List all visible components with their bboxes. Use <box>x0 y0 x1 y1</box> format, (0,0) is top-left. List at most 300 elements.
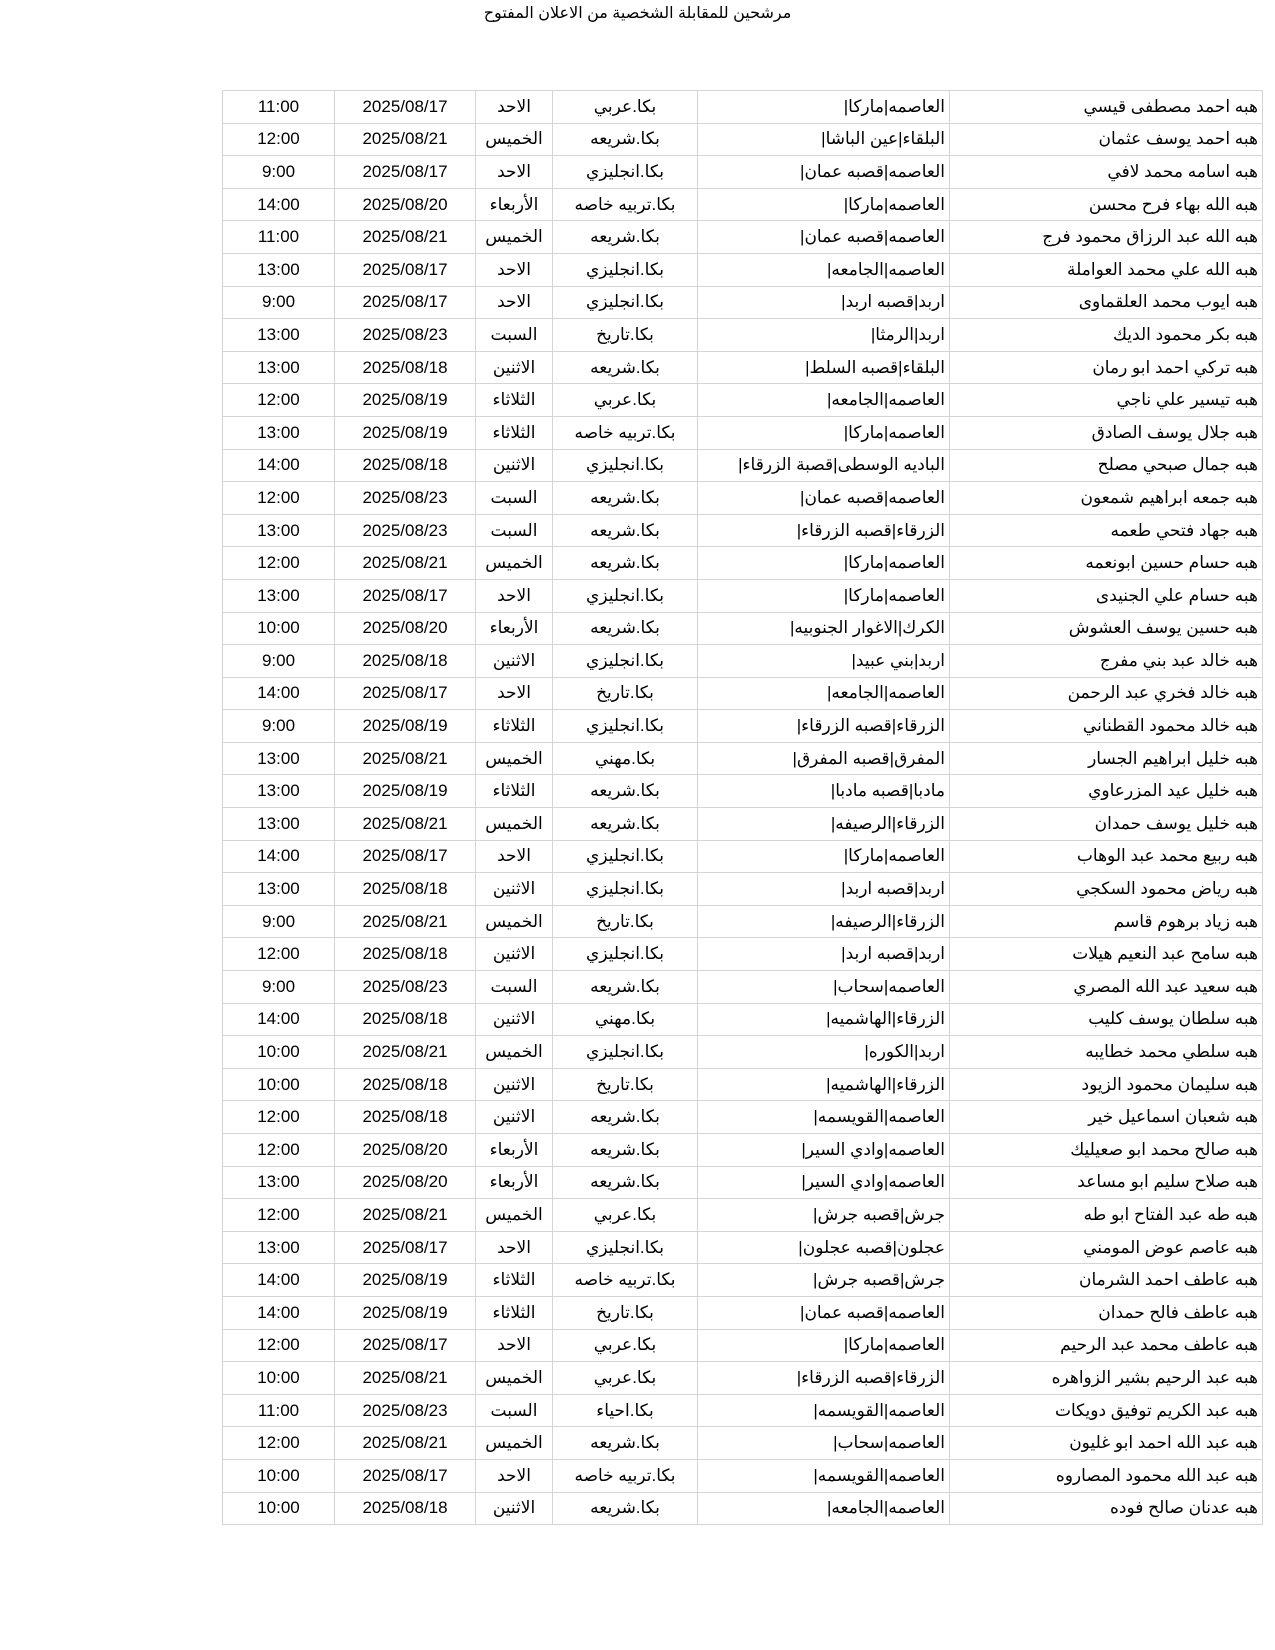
candidate-name-cell: هبه ربيع محمد عبد الوهاب <box>950 840 1263 873</box>
table-row <box>223 1296 1263 1329</box>
date-cell: 2025/08/17 <box>335 677 476 710</box>
table-row <box>223 351 1263 384</box>
specialty-cell: بكا.شريعه <box>553 612 698 645</box>
specialty-cell: بكا.شريعه <box>553 547 698 580</box>
specialty-cell: بكا.شريعه <box>553 1166 698 1199</box>
time-cell: 12:00 <box>223 1329 335 1362</box>
date-cell: 2025/08/19 <box>335 775 476 808</box>
date-cell: 2025/08/21 <box>335 1427 476 1460</box>
candidate-name-cell: هبه طه عبد الفتاح ابو طه <box>950 1199 1263 1232</box>
candidate-name-cell: هبه الله عبد الرزاق محمود فرج <box>950 221 1263 254</box>
location-cell: البلقاء|قصبه السلط| <box>698 351 950 384</box>
specialty-cell: بكا.مهني <box>553 742 698 775</box>
location-cell: العاصمه|الجامعه| <box>698 1492 950 1525</box>
table-row <box>223 579 1263 612</box>
date-cell: 2025/08/17 <box>335 156 476 189</box>
table-row <box>223 514 1263 547</box>
day-cell: الثلاثاء <box>476 775 553 808</box>
day-cell: السبت <box>476 514 553 547</box>
specialty-cell: بكا.انجليزي <box>553 253 698 286</box>
table-row <box>223 775 1263 808</box>
candidate-name-cell: هبه بكر محمود الديك <box>950 319 1263 352</box>
date-cell: 2025/08/21 <box>335 547 476 580</box>
location-cell: اربد|قصبه اربد| <box>698 286 950 319</box>
specialty-cell: بكا.شريعه <box>553 775 698 808</box>
day-cell: الخميس <box>476 808 553 841</box>
table-row <box>223 1036 1263 1069</box>
specialty-cell: بكا.انجليزي <box>553 449 698 482</box>
date-cell: 2025/08/20 <box>335 1134 476 1167</box>
time-cell: 13:00 <box>223 873 335 906</box>
specialty-cell: بكا.مهني <box>553 1003 698 1036</box>
time-cell: 11:00 <box>223 221 335 254</box>
day-cell: الاحد <box>476 91 553 124</box>
candidate-name-cell: هبه عدنان صالح فوده <box>950 1492 1263 1525</box>
time-cell: 14:00 <box>223 840 335 873</box>
table-row <box>223 840 1263 873</box>
candidate-name-cell: هبه عاطف محمد عبد الرحيم <box>950 1329 1263 1362</box>
day-cell: الخميس <box>476 1199 553 1232</box>
time-cell: 14:00 <box>223 1003 335 1036</box>
specialty-cell: بكا.شريعه <box>553 221 698 254</box>
date-cell: 2025/08/23 <box>335 482 476 515</box>
table-row <box>223 1199 1263 1232</box>
time-cell: 10:00 <box>223 1036 335 1069</box>
date-cell: 2025/08/20 <box>335 188 476 221</box>
table-row <box>223 221 1263 254</box>
day-cell: الاثنين <box>476 1101 553 1134</box>
table-row <box>223 971 1263 1004</box>
time-cell: 14:00 <box>223 1264 335 1297</box>
specialty-cell: بكا.تربيه خاصه <box>553 188 698 221</box>
time-cell: 10:00 <box>223 612 335 645</box>
time-cell: 13:00 <box>223 808 335 841</box>
location-cell: العاصمه|سحاب| <box>698 1427 950 1460</box>
location-cell: اربد|الكوره| <box>698 1036 950 1069</box>
day-cell: الاثنين <box>476 938 553 971</box>
day-cell: الاحد <box>476 156 553 189</box>
day-cell: الاثنين <box>476 351 553 384</box>
date-cell: 2025/08/19 <box>335 1264 476 1297</box>
table-row <box>223 742 1263 775</box>
candidate-name-cell: هبه ايوب محمد العلقماوى <box>950 286 1263 319</box>
table-row <box>223 612 1263 645</box>
location-cell: العاصمه|سحاب| <box>698 971 950 1004</box>
day-cell: الاحد <box>476 253 553 286</box>
day-cell: الأربعاء <box>476 1134 553 1167</box>
specialty-cell: بكا.شريعه <box>553 482 698 515</box>
specialty-cell: بكا.شريعه <box>553 1101 698 1134</box>
date-cell: 2025/08/18 <box>335 351 476 384</box>
location-cell: العاصمه|ماركا| <box>698 579 950 612</box>
date-cell: 2025/08/17 <box>335 286 476 319</box>
day-cell: السبت <box>476 971 553 1004</box>
specialty-cell: بكا.عربي <box>553 384 698 417</box>
date-cell: 2025/08/21 <box>335 808 476 841</box>
specialty-cell: بكا.انجليزي <box>553 938 698 971</box>
candidate-name-cell: هبه عبد الكريم توفيق دويكات <box>950 1394 1263 1427</box>
date-cell: 2025/08/18 <box>335 645 476 678</box>
date-cell: 2025/08/17 <box>335 1459 476 1492</box>
day-cell: السبت <box>476 319 553 352</box>
location-cell: الزرقاء|الهاشميه| <box>698 1068 950 1101</box>
date-cell: 2025/08/19 <box>335 416 476 449</box>
date-cell: 2025/08/17 <box>335 253 476 286</box>
location-cell: اربد|الرمثا| <box>698 319 950 352</box>
table-row <box>223 1003 1263 1036</box>
candidate-name-cell: هبه عبد الله احمد ابو غليون <box>950 1427 1263 1460</box>
specialty-cell: بكا.احياء <box>553 1394 698 1427</box>
candidate-name-cell: هبه سليمان محمود الزيود <box>950 1068 1263 1101</box>
time-cell: 12:00 <box>223 1199 335 1232</box>
date-cell: 2025/08/18 <box>335 449 476 482</box>
date-cell: 2025/08/21 <box>335 742 476 775</box>
specialty-cell: بكا.عربي <box>553 1199 698 1232</box>
candidate-name-cell: هبه اسامه محمد لافي <box>950 156 1263 189</box>
time-cell: 9:00 <box>223 905 335 938</box>
day-cell: الخميس <box>476 905 553 938</box>
time-cell: 12:00 <box>223 938 335 971</box>
date-cell: 2025/08/21 <box>335 1362 476 1395</box>
time-cell: 11:00 <box>223 1394 335 1427</box>
location-cell: الزرقاء|قصبه الزرقاء| <box>698 1362 950 1395</box>
time-cell: 13:00 <box>223 775 335 808</box>
location-cell: العاصمه|القويسمه| <box>698 1459 950 1492</box>
time-cell: 9:00 <box>223 710 335 743</box>
location-cell: العاصمه|القويسمه| <box>698 1101 950 1134</box>
date-cell: 2025/08/19 <box>335 384 476 417</box>
time-cell: 12:00 <box>223 482 335 515</box>
date-cell: 2025/08/23 <box>335 1394 476 1427</box>
table-row <box>223 253 1263 286</box>
table-row <box>223 1231 1263 1264</box>
time-cell: 13:00 <box>223 1231 335 1264</box>
location-cell: البلقاء|عين الباشا| <box>698 123 950 156</box>
date-cell: 2025/08/23 <box>335 319 476 352</box>
specialty-cell: بكا.انجليزي <box>553 840 698 873</box>
time-cell: 12:00 <box>223 1427 335 1460</box>
day-cell: الثلاثاء <box>476 1296 553 1329</box>
day-cell: الاثنين <box>476 449 553 482</box>
date-cell: 2025/08/21 <box>335 1199 476 1232</box>
time-cell: 9:00 <box>223 286 335 319</box>
table-row <box>223 873 1263 906</box>
day-cell: الاثنين <box>476 1068 553 1101</box>
table-row <box>223 123 1263 156</box>
candidate-name-cell: هبه جمال صبحي مصلح <box>950 449 1263 482</box>
date-cell: 2025/08/21 <box>335 221 476 254</box>
date-cell: 2025/08/18 <box>335 938 476 971</box>
candidate-name-cell: هبه سعيد عبد الله المصري <box>950 971 1263 1004</box>
time-cell: 13:00 <box>223 1166 335 1199</box>
location-cell: العاصمه|قصبه عمان| <box>698 156 950 189</box>
time-cell: 12:00 <box>223 384 335 417</box>
day-cell: الأربعاء <box>476 612 553 645</box>
candidate-name-cell: هبه عاصم عوض المومني <box>950 1231 1263 1264</box>
specialty-cell: بكا.تاريخ <box>553 905 698 938</box>
table-row <box>223 384 1263 417</box>
time-cell: 13:00 <box>223 742 335 775</box>
day-cell: السبت <box>476 482 553 515</box>
candidate-name-cell: هبه عبد الله محمود المصاروه <box>950 1459 1263 1492</box>
day-cell: الأربعاء <box>476 188 553 221</box>
time-cell: 9:00 <box>223 156 335 189</box>
candidate-name-cell: هبه خليل عيد المزرعاوي <box>950 775 1263 808</box>
date-cell: 2025/08/18 <box>335 873 476 906</box>
specialty-cell: بكا.شريعه <box>553 123 698 156</box>
date-cell: 2025/08/17 <box>335 840 476 873</box>
location-cell: العاصمه|الجامعه| <box>698 677 950 710</box>
time-cell: 12:00 <box>223 1101 335 1134</box>
day-cell: الاحد <box>476 1459 553 1492</box>
specialty-cell: بكا.شريعه <box>553 351 698 384</box>
location-cell: الباديه الوسطى|قصبة الزرقاء| <box>698 449 950 482</box>
candidate-name-cell: هبه زياد برهوم قاسم <box>950 905 1263 938</box>
specialty-cell: بكا.تاريخ <box>553 319 698 352</box>
specialty-cell: بكا.انجليزي <box>553 156 698 189</box>
location-cell: العاصمه|وادي السير| <box>698 1134 950 1167</box>
location-cell: المفرق|قصبه المفرق| <box>698 742 950 775</box>
date-cell: 2025/08/18 <box>335 1492 476 1525</box>
location-cell: العاصمه|ماركا| <box>698 188 950 221</box>
specialty-cell: بكا.عربي <box>553 91 698 124</box>
table-row <box>223 286 1263 319</box>
candidate-name-cell: هبه رياض محمود السكجي <box>950 873 1263 906</box>
day-cell: الاحد <box>476 1231 553 1264</box>
time-cell: 10:00 <box>223 1362 335 1395</box>
day-cell: الثلاثاء <box>476 384 553 417</box>
specialty-cell: بكا.تاريخ <box>553 1068 698 1101</box>
candidate-name-cell: هبه عبد الرحيم بشير الزواهره <box>950 1362 1263 1395</box>
candidate-name-cell: هبه شعبان اسماعيل خير <box>950 1101 1263 1134</box>
candidate-name-cell: هبه خليل يوسف حمدان <box>950 808 1263 841</box>
time-cell: 11:00 <box>223 91 335 124</box>
candidate-name-cell: هبه خليل ابراهيم الجسار <box>950 742 1263 775</box>
table-row <box>223 1166 1263 1199</box>
table-row <box>223 188 1263 221</box>
day-cell: الثلاثاء <box>476 416 553 449</box>
table-row <box>223 1362 1263 1395</box>
location-cell: الزرقاء|قصبه الزرقاء| <box>698 710 950 743</box>
date-cell: 2025/08/18 <box>335 1068 476 1101</box>
location-cell: جرش|قصبه جرش| <box>698 1199 950 1232</box>
candidate-name-cell: هبه احمد يوسف عثمان <box>950 123 1263 156</box>
specialty-cell: بكا.شريعه <box>553 1427 698 1460</box>
table-row <box>223 482 1263 515</box>
time-cell: 10:00 <box>223 1459 335 1492</box>
day-cell: الخميس <box>476 547 553 580</box>
day-cell: الخميس <box>476 1036 553 1069</box>
page-title: مرشحين للمقابلة الشخصية من الاعلان المفتوح <box>483 5 792 22</box>
date-cell: 2025/08/21 <box>335 905 476 938</box>
candidate-name-cell: هبه تيسير علي ناجي <box>950 384 1263 417</box>
day-cell: الخميس <box>476 123 553 156</box>
time-cell: 13:00 <box>223 351 335 384</box>
candidate-name-cell: هبه الله علي محمد العواملة <box>950 253 1263 286</box>
date-cell: 2025/08/19 <box>335 710 476 743</box>
location-cell: العاصمه|ماركا| <box>698 547 950 580</box>
specialty-cell: بكا.عربي <box>553 1362 698 1395</box>
candidate-name-cell: هبه خالد فخري عبد الرحمن <box>950 677 1263 710</box>
candidates-table <box>222 90 1263 1525</box>
candidate-name-cell: هبه سامح عبد النعيم هيلات <box>950 938 1263 971</box>
time-cell: 13:00 <box>223 253 335 286</box>
location-cell: عجلون|قصبه عجلون| <box>698 1231 950 1264</box>
time-cell: 12:00 <box>223 123 335 156</box>
specialty-cell: بكا.تاريخ <box>553 1296 698 1329</box>
date-cell: 2025/08/17 <box>335 579 476 612</box>
table-row <box>223 905 1263 938</box>
time-cell: 9:00 <box>223 645 335 678</box>
date-cell: 2025/08/21 <box>335 123 476 156</box>
table-row <box>223 1427 1263 1460</box>
day-cell: الثلاثاء <box>476 1264 553 1297</box>
day-cell: السبت <box>476 1394 553 1427</box>
table-row <box>223 156 1263 189</box>
specialty-cell: بكا.شريعه <box>553 1492 698 1525</box>
date-cell: 2025/08/17 <box>335 91 476 124</box>
day-cell: الأربعاء <box>476 1166 553 1199</box>
specialty-cell: بكا.انجليزي <box>553 579 698 612</box>
table-row <box>223 1329 1263 1362</box>
date-cell: 2025/08/18 <box>335 1101 476 1134</box>
specialty-cell: بكا.انجليزي <box>553 1231 698 1264</box>
candidate-name-cell: هبه حسين يوسف العشوش <box>950 612 1263 645</box>
candidate-name-cell: هبه عاطف احمد الشرمان <box>950 1264 1263 1297</box>
date-cell: 2025/08/21 <box>335 1036 476 1069</box>
location-cell: العاصمه|الجامعه| <box>698 384 950 417</box>
table-row <box>223 677 1263 710</box>
candidate-name-cell: هبه تركي احمد ابو رمان <box>950 351 1263 384</box>
location-cell: جرش|قصبه جرش| <box>698 1264 950 1297</box>
specialty-cell: بكا.تاريخ <box>553 677 698 710</box>
day-cell: الاحد <box>476 286 553 319</box>
candidate-name-cell: هبه الله بهاء فرح محسن <box>950 188 1263 221</box>
day-cell: الاثنين <box>476 873 553 906</box>
table-row <box>223 1134 1263 1167</box>
candidate-name-cell: هبه خالد عبد بني مفرج <box>950 645 1263 678</box>
candidate-name-cell: هبه سلطي محمد خطايبه <box>950 1036 1263 1069</box>
time-cell: 14:00 <box>223 449 335 482</box>
specialty-cell: بكا.انجليزي <box>553 645 698 678</box>
candidate-name-cell: هبه جمعه ابراهيم شمعون <box>950 482 1263 515</box>
location-cell: العاصمه|قصبه عمان| <box>698 1296 950 1329</box>
day-cell: الاحد <box>476 1329 553 1362</box>
location-cell: الزرقاء|الرصيفه| <box>698 905 950 938</box>
candidate-name-cell: هبه جلال يوسف الصادق <box>950 416 1263 449</box>
location-cell: العاصمه|ماركا| <box>698 840 950 873</box>
day-cell: الثلاثاء <box>476 710 553 743</box>
table-row <box>223 449 1263 482</box>
day-cell: الاحد <box>476 579 553 612</box>
location-cell: العاصمه|وادي السير| <box>698 1166 950 1199</box>
specialty-cell: بكا.انجليزي <box>553 1036 698 1069</box>
candidate-name-cell: هبه احمد مصطفى قيسي <box>950 91 1263 124</box>
time-cell: 13:00 <box>223 416 335 449</box>
table-row <box>223 1459 1263 1492</box>
table-row <box>223 938 1263 971</box>
candidate-name-cell: هبه سلطان يوسف كليب <box>950 1003 1263 1036</box>
day-cell: الخميس <box>476 1427 553 1460</box>
time-cell: 10:00 <box>223 1068 335 1101</box>
date-cell: 2025/08/23 <box>335 514 476 547</box>
table-row <box>223 710 1263 743</box>
table-row <box>223 1264 1263 1297</box>
location-cell: العاصمه|ماركا| <box>698 1329 950 1362</box>
day-cell: الاثنين <box>476 1492 553 1525</box>
specialty-cell: بكا.شريعه <box>553 808 698 841</box>
location-cell: العاصمه|قصبه عمان| <box>698 482 950 515</box>
table-row <box>223 1101 1263 1134</box>
time-cell: 12:00 <box>223 547 335 580</box>
table-row <box>223 1492 1263 1525</box>
date-cell: 2025/08/17 <box>335 1329 476 1362</box>
specialty-cell: بكا.شريعه <box>553 1134 698 1167</box>
table-row <box>223 547 1263 580</box>
table-row <box>223 645 1263 678</box>
location-cell: العاصمه|ماركا| <box>698 416 950 449</box>
time-cell: 13:00 <box>223 579 335 612</box>
time-cell: 14:00 <box>223 677 335 710</box>
table-row <box>223 1068 1263 1101</box>
candidate-name-cell: هبه حسام حسين ابونعمه <box>950 547 1263 580</box>
candidate-name-cell: هبه صلاح سليم ابو مساعد <box>950 1166 1263 1199</box>
specialty-cell: بكا.انجليزي <box>553 286 698 319</box>
location-cell: الكرك|الاغوار الجنوبيه| <box>698 612 950 645</box>
date-cell: 2025/08/17 <box>335 1231 476 1264</box>
day-cell: الاثنين <box>476 1003 553 1036</box>
time-cell: 12:00 <box>223 1134 335 1167</box>
specialty-cell: بكا.تربيه خاصه <box>553 1459 698 1492</box>
candidate-name-cell: هبه جهاد فتحي طعمه <box>950 514 1263 547</box>
day-cell: الاحد <box>476 677 553 710</box>
specialty-cell: بكا.انجليزي <box>553 710 698 743</box>
location-cell: العاصمه|القويسمه| <box>698 1394 950 1427</box>
day-cell: الاثنين <box>476 645 553 678</box>
specialty-cell: بكا.تربيه خاصه <box>553 416 698 449</box>
day-cell: الخميس <box>476 1362 553 1395</box>
specialty-cell: بكا.تربيه خاصه <box>553 1264 698 1297</box>
date-cell: 2025/08/19 <box>335 1296 476 1329</box>
time-cell: 13:00 <box>223 514 335 547</box>
time-cell: 14:00 <box>223 1296 335 1329</box>
specialty-cell: بكا.شريعه <box>553 971 698 1004</box>
specialty-cell: بكا.شريعه <box>553 514 698 547</box>
time-cell: 13:00 <box>223 319 335 352</box>
location-cell: الزرقاء|الرصيفه| <box>698 808 950 841</box>
table-row <box>223 319 1263 352</box>
table-row <box>223 416 1263 449</box>
day-cell: الخميس <box>476 742 553 775</box>
table-row <box>223 91 1263 124</box>
time-cell: 14:00 <box>223 188 335 221</box>
location-cell: اربد|قصبه اربد| <box>698 873 950 906</box>
location-cell: اربد|قصبه اربد| <box>698 938 950 971</box>
time-cell: 9:00 <box>223 971 335 1004</box>
day-cell: الخميس <box>476 221 553 254</box>
date-cell: 2025/08/20 <box>335 1166 476 1199</box>
table-row <box>223 1394 1263 1427</box>
date-cell: 2025/08/18 <box>335 1003 476 1036</box>
day-cell: الاحد <box>476 840 553 873</box>
location-cell: مادبا|قصبه مادبا| <box>698 775 950 808</box>
candidate-name-cell: هبه صالح محمد ابو صعيليك <box>950 1134 1263 1167</box>
specialty-cell: بكا.عربي <box>553 1329 698 1362</box>
candidate-name-cell: هبه خالد محمود القطناني <box>950 710 1263 743</box>
location-cell: اربد|بني عبيد| <box>698 645 950 678</box>
location-cell: العاصمه|الجامعه| <box>698 253 950 286</box>
specialty-cell: بكا.انجليزي <box>553 873 698 906</box>
